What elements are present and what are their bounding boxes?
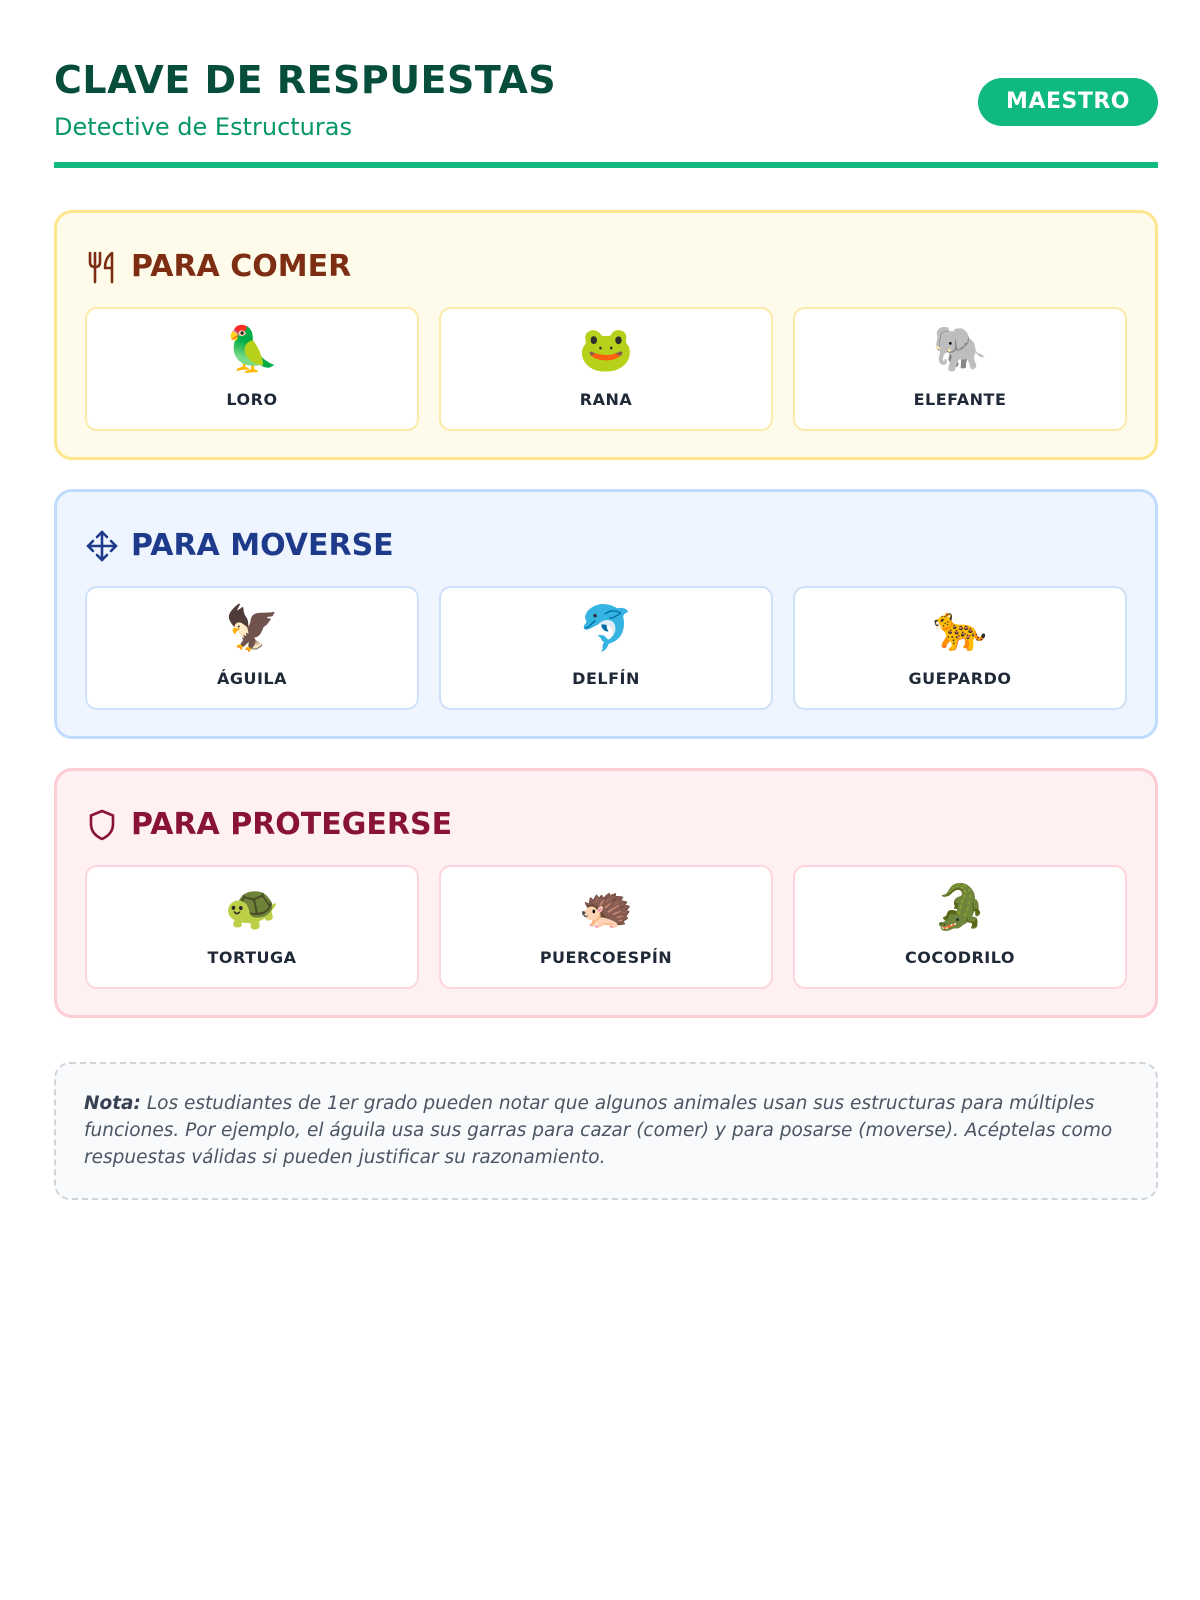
animal-card-list (85, 307, 1127, 431)
section-title: PARA PROTEGERSE (131, 807, 453, 842)
animal-name: ELEFANTE (913, 390, 1007, 409)
animal-card-list (85, 586, 1127, 710)
shield-icon (85, 808, 119, 842)
animal-name: TORTUGA (207, 948, 297, 967)
animal-card-puercoespin (439, 865, 773, 989)
section-header (85, 803, 452, 847)
animal-name: PUERCOESPÍN (539, 948, 673, 967)
animal-card-loro (85, 307, 419, 431)
animal-name: LORO (226, 390, 278, 409)
cheetah-icon: 🐆 (932, 603, 988, 654)
hedgehog-icon: 🦔 (578, 882, 634, 933)
utensils-icon (85, 250, 119, 284)
animal-card-delfin (439, 586, 773, 710)
section-title: PARA COMER (131, 249, 352, 284)
crocodile-icon: 🐊 (932, 882, 988, 933)
section-title: PARA MOVERSE (131, 528, 394, 563)
page-header (54, 0, 1158, 168)
animal-card-tortuga (85, 865, 419, 989)
parrot-icon: 🦜 (224, 324, 280, 375)
turtle-icon: 🐢 (224, 882, 280, 933)
animal-card-elefante (793, 307, 1127, 431)
animal-card-guepardo (793, 586, 1127, 710)
animal-name: DELFÍN (572, 669, 640, 688)
eagle-icon: 🦅 (224, 603, 280, 654)
animal-name: COCODRILO (905, 948, 1015, 967)
dolphin-icon: 🐬 (578, 603, 634, 654)
animal-name: ÁGUILA (216, 669, 288, 688)
section-para-moverse (54, 489, 1158, 739)
answer-key-page (54, 0, 1158, 1168)
section-para-comer (54, 210, 1158, 460)
animal-card-rana (439, 307, 773, 431)
animal-card-aguila (85, 586, 419, 710)
teacher-badge: MAESTRO (978, 78, 1158, 126)
teacher-note (54, 1062, 1158, 1200)
section-header (85, 524, 394, 568)
section-para-protegerse (54, 768, 1158, 1018)
animal-card-cocodrilo (793, 865, 1127, 989)
section-header (85, 245, 351, 289)
animal-card-list (85, 865, 1127, 989)
note-label: Nota: (84, 1093, 141, 1114)
elephant-icon: 🐘 (932, 324, 988, 375)
page-subtitle: Detective de Estructuras (54, 113, 352, 141)
animal-name: RANA (579, 390, 633, 409)
move-arrows-icon (85, 529, 119, 563)
note-text: Los estudiantes de 1er grado pueden notar que algunos animales usan sus estructuras para múltiples funciones. Por ejemplo, el águila usa sus garras para cazar (comer) y para posarse (moverse). Acéptelas como respuestas válidas si pueden justificar su razonamiento. (84, 1093, 1113, 1168)
animal-name: GUEPARDO (908, 669, 1012, 688)
frog-icon: 🐸 (578, 324, 634, 375)
page-title: CLAVE DE RESPUESTAS (54, 58, 557, 102)
